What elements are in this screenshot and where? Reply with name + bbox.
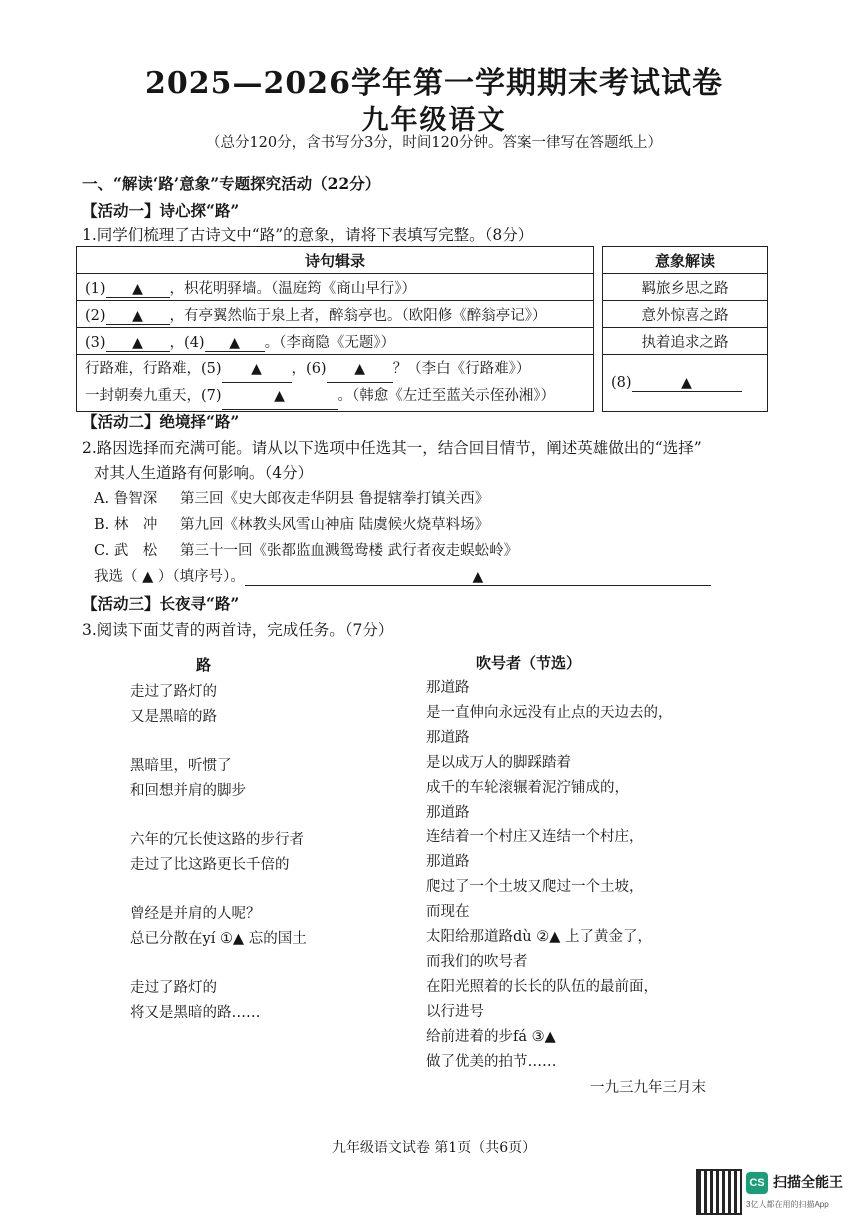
scanner-tagline: 3亿人都在用的扫描App [746, 1200, 829, 1209]
table-row [77, 274, 768, 301]
poem-line: 以行进号 [426, 1003, 484, 1020]
question-2-line1: 2.路因选择而充满可能。请从以下选项中任选其一，结合回目情节，阐述英雄做出的“选择” [82, 439, 702, 457]
question-2-line2: 对其人生道路有何影响。（4分） [94, 464, 314, 482]
meaning-cell: 执着追求之路 [603, 328, 768, 355]
poem-line: 是以成万人的脚踩踏着 [426, 754, 571, 771]
scanner-app-name: 扫描全能王 [773, 1174, 843, 1190]
poem-2-body [426, 676, 673, 1075]
exam-subject: 九年级语文 [361, 105, 507, 136]
meaning-cell: (8) ▲ [603, 355, 768, 412]
poem-line: 和回想并肩的脚步 [130, 782, 246, 799]
poem-line: 太阳给那道路dù ②▲ 上了黄金了， [426, 929, 652, 946]
answer-blank[interactable]: ▲ [205, 335, 265, 352]
page-footer: 九年级语文试卷 第1页（共6页） [331, 1140, 537, 1156]
poem-2-title: 吹号者（节选） [476, 654, 582, 672]
meaning-cell: 意外惊喜之路 [603, 301, 768, 328]
poem-cell: (2) ▲ ，有亭翼然临于泉上者，醉翁亭也。（欧阳修《醉翁亭记》） [77, 301, 594, 328]
poem-line: 而我们的吹号者 [426, 953, 528, 970]
exam-note: （总分120分，含书写分3分，时间120分钟。答案一律写在答题纸上） [205, 135, 663, 151]
poem-line: 连结着一个村庄又连结一个村庄， [426, 829, 644, 846]
qr-code-icon [696, 1169, 742, 1215]
poem-line: 总已分散在yí ①▲ 忘的国土 [130, 930, 307, 947]
poem-line: 成千的车轮滚辗着泥泞铺成的， [426, 779, 629, 796]
table-row [77, 301, 768, 328]
poem-line: 曾经是并肩的人呢？ [130, 906, 261, 923]
poem-line: 走过了比这路更长千倍的 [130, 856, 290, 873]
poem-1-body [130, 680, 307, 1026]
poem-line: 六年的冗长使这路的步行者 [130, 832, 304, 849]
option-b: B. 林 冲 第九回《林教头风雪山神庙 陆虞候火烧草料场》 [94, 517, 490, 533]
answer-blank[interactable]: ▲ [632, 375, 742, 392]
answer-line[interactable]: ▲ [245, 569, 711, 586]
table-row [77, 355, 768, 412]
poem-line: 那道路 [426, 729, 470, 746]
answer-blank[interactable]: ▲ [106, 308, 170, 325]
poem-cell: 行路难，行路难，(5) ▲ ，(6) ▲ ？（李白《行路难》） 一封朝奏九重天，(7) ▲ 。（韩愈《左迁至蓝关示侄孙湘》） [77, 355, 594, 412]
question-1: 1.同学们梳理了古诗文中“路”的意象，请将下表填写完整。（8分） [82, 226, 534, 244]
option-a: A. 鲁智深 第三回《史大郎夜走华阴县 鲁提辖拳打镇关西》 [94, 491, 490, 507]
answer-blank[interactable]: ▲ [327, 356, 393, 383]
poem-line: 走过了路灯的 [130, 684, 217, 700]
answer-blank[interactable]: ▲ [222, 383, 338, 410]
poem-line: 在阳光照着的长长的队伍的最前面， [426, 978, 658, 995]
poem-cell: (1) ▲ ，枳花明驿墙。（温庭筠《商山早行》） [77, 274, 594, 301]
question-3: 3.阅读下面艾青的两首诗，完成任务。（7分） [82, 621, 394, 639]
answer-blank[interactable]: ▲ [106, 335, 170, 352]
poem-line: 而现在 [426, 904, 470, 921]
exam-title: 2025—2026学年第一学期期末考试试卷 [145, 66, 723, 101]
activity-1-title: 【活动一】诗心探“路” [82, 201, 240, 220]
activity-2-title: 【活动二】绝境择“路” [82, 412, 240, 431]
poem-line: 是一直伸向永远没有止点的天边去的， [426, 704, 673, 721]
poem-line: 做了优美的拍节…… [426, 1053, 557, 1070]
poem-line: 那道路 [426, 854, 470, 871]
scanner-logo-icon: CS [746, 1172, 768, 1194]
choice-line: 我选（ ▲ ）（填序号）。 ▲ [94, 565, 711, 586]
table-row [77, 328, 768, 355]
col-header-meaning: 意象解读 [603, 247, 768, 274]
poem-line: 又是黑暗的路 [130, 708, 217, 725]
poem-line: 走过了路灯的 [130, 980, 217, 997]
answer-blank[interactable]: ▲ [106, 281, 170, 298]
answer-blank[interactable]: ▲ [222, 356, 292, 383]
option-c: C. 武 松 第三十一回《张都监血溅鸳鸯楼 武行者夜走蜈蚣岭》 [94, 543, 519, 559]
poem-line: 将又是黑暗的路…… [130, 1005, 261, 1022]
col-header-poems: 诗句辑录 [77, 247, 594, 274]
meaning-cell: 羁旅乡思之路 [603, 274, 768, 301]
poem-line: 爬过了一个土坡又爬过一个土坡， [426, 879, 644, 896]
poem-line: 黑暗里，听惯了 [130, 758, 232, 775]
poem-2-date: 一九三九年三月末 [590, 1080, 706, 1096]
poem-line: 那道路 [426, 804, 470, 821]
poem-table [76, 246, 768, 412]
poem-1-title: 路 [196, 656, 212, 674]
poem-line: 给前进着的步fá ③▲ [426, 1028, 556, 1045]
poem-line: 那道路 [426, 680, 470, 696]
section-1-title: 一、“解读‘路’意象”专题探究活动（22分） [82, 174, 381, 193]
activity-3-title: 【活动三】长夜寻“路” [82, 594, 240, 613]
poem-cell: (3) ▲ ，(4) ▲ 。（李商隐《无题》） [77, 328, 594, 355]
